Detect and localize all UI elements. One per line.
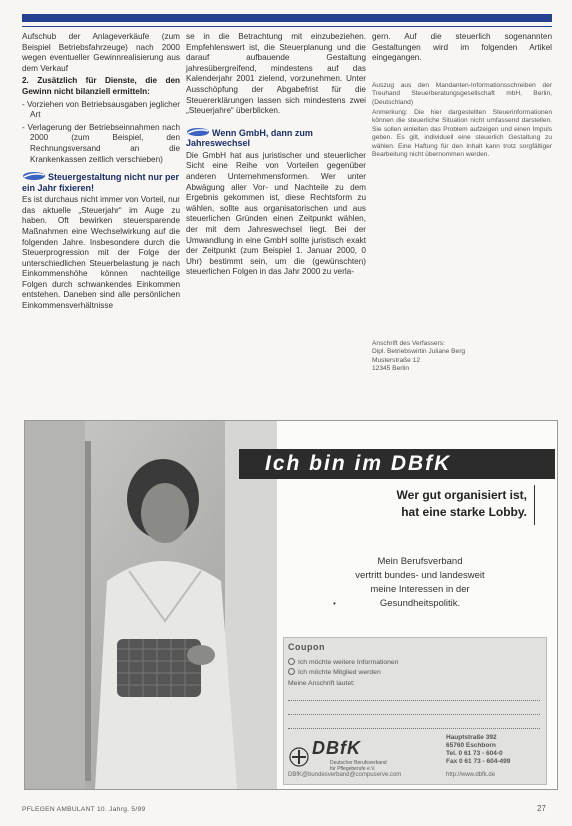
mission-line: meine Interessen in der [370, 584, 470, 595]
address-line-1[interactable] [288, 700, 540, 701]
swoosh-icon [186, 127, 210, 137]
option-more-info[interactable] [288, 658, 399, 666]
mission-line: Gesundheitspolitik. [379, 598, 461, 609]
column-1 [22, 32, 180, 314]
address-label: Meine Anschrift lautet: [288, 680, 355, 687]
ad-claim [397, 487, 527, 521]
section-heading-text: Wenn GmbH, dann zum [212, 127, 313, 138]
claim-bar [534, 485, 535, 525]
section-heading [22, 171, 180, 193]
address-line-3[interactable] [288, 728, 540, 729]
swoosh-icon [22, 171, 46, 181]
contact-line: Tel. 0 61 73 - 604-0 [446, 750, 503, 757]
paragraph: Aufschub der Anlageverkäufe (zum Beispiel Betriebsfahrzeuge) nach 2000 wegen eventueller Gewinnrealisierung aus dem Verkauf [22, 32, 180, 73]
numbered-heading: 2. Zusätzlich für Dienste, die den Gewinn nicht bilanziell ermitteln: [22, 76, 180, 96]
ad-headline: Ich bin im DBfK [239, 449, 555, 479]
address-line: 12345 Berlin [372, 365, 410, 373]
website-link[interactable]: http://www.dbfk.de [446, 772, 496, 778]
contact-line: 65760 Eschborn [446, 742, 496, 749]
contact-line: Hauptstraße 392 [446, 734, 497, 741]
option-label: Ich möchte Mitglied werden [298, 669, 381, 676]
claim-line: hat eine starke Lobby. [401, 505, 527, 519]
column-3 [372, 32, 552, 161]
dbfk-advertisement [24, 420, 558, 790]
contact-block [446, 734, 510, 766]
dash-item: - Vorziehen von Betriebsausgaben jeglicher Art [22, 99, 180, 120]
page-number: 27 [537, 804, 546, 813]
logo-subtitle [330, 760, 387, 772]
column-2 [186, 32, 366, 280]
claim-line: Wer gut organisiert ist, [396, 488, 527, 502]
mission-line: Mein Berufsverband [377, 556, 463, 567]
logo-subtitle-line: Deutscher Berufsverband [330, 760, 387, 766]
radio-icon[interactable] [288, 668, 295, 675]
email-link[interactable]: DBfK@bundesverband@compuserve.com [288, 772, 402, 778]
option-label: Ich möchte weitere Informationen [298, 659, 399, 666]
paragraph: Die GmbH hat aus juristischer und steuerlicher Sicht eine Reihe von Vorteilen gegenüber anderen Unternehmensformen. Wer unter Abwägung aller Vor- und Nachteile zu dem Ergebnis gekommen ist, diese Rechtsform zu wählen, sollte aus organisatorischen und aus steuerlichen Gründen einen Zeitpunkt wählen, der mit dem Jahreswechsel liegt. Bei der Umwandlung in eine GmbH sollte juristisch exakt der Zeitpunkt (zum Beispiel 1. Januar 2000, 0 Uhr) bestimmt sein, um die (gewünschten) steuerlichen Folgen in das Jahr 2000 zu verla- [186, 150, 366, 277]
dash-item: - Verlagerung der Betriebseinnahmen nach 2000 (zum Beispiel, den Rechnungsversand an die Krankenkassen zeitlich verschieben) [22, 122, 180, 164]
paragraph: se in die Betrachtung mit einzubeziehen. Empfehlenswert ist, die Steuerplanung und die darauf aufbauende Gestaltung jahresübergreifend, mindestens auf das Kalenderjahr 2001 zielend, vorzunehmen. Unter Ausschöpfung der Abgabefrist für die Steuererklärungen lassen sich mindestens zwei „Steuerjahre“ überblicken. [186, 32, 366, 116]
logo-subtitle-line: für Pflegeberufe e.V. [330, 766, 376, 772]
paragraph: Es ist durchaus nicht immer von Vorteil, nur das aktuelle „Steuerjahr“ im Auge zu haben. Oft bewirken steuersparende Maßnahmen eine Wechselwirkung auf die folgenden Jahre. Insbesondere durch die Steuerprogression mit der Folge der unterschiedlichen Steuerbelastung je nach Einkommenshöhe können nachteilige Folgen durch schwankendes Einkommen entstehen. Daneben sind alle persönlichen Einkommensverhältnisse [22, 195, 180, 311]
source-note: Auszug aus den Mandanten-Informationsschreiben der Treuhand Steuerberatungsgesellschaft mbH, Berlin, (Deutschland) [372, 81, 552, 106]
section-heading-text: Steuergestaltung nicht nur per ein Jahr fixieren! [22, 172, 180, 193]
ad-mission [325, 555, 515, 611]
option-become-member[interactable] [288, 668, 381, 676]
dbfk-logo-wordmark: DBfK [312, 738, 361, 758]
author-address [372, 340, 552, 374]
coupon-form [283, 637, 547, 785]
contact-line: Fax 0 61 73 - 604-499 [446, 758, 511, 765]
journal-footer: PFLEGEN AMBULANT 10. Jahrg. 5/99 [22, 806, 146, 813]
address-line: Dipl. Betriebswirtin Juliane Berg [372, 348, 466, 356]
mission-line: vertritt bundes- und landesweit [355, 570, 485, 581]
header-rule-thin [22, 26, 552, 27]
address-line-2[interactable] [288, 714, 540, 715]
paragraph: gern. Auf die steuerlich sogenannten Gestaltungen wird im folgenden Artikel eingegangen. [372, 32, 552, 63]
section-heading [186, 127, 366, 149]
address-line: Anschrift des Verfassers: [372, 340, 445, 347]
coupon-title: Coupon [288, 642, 325, 652]
disclaimer-note: Anmerkung: Die hier dargestellten Steuerinformationen können die steuerliche Situation nicht umfassend darstellen. Sie sollen einleiten das Problem aufzeigen und einen Impuls geben. Es gilt, individuell eine steuerlich Gestaltung zu wählen. Eine Haftung für den Inhalt kann trotz sorgfältiger Bearbeitung nicht übernommen werden. [372, 109, 552, 159]
radio-icon[interactable] [288, 658, 295, 665]
bullet-dot: • [333, 599, 336, 608]
section-heading-text: Jahreswechsel [186, 138, 251, 149]
address-line: Musterstraße 12 [372, 356, 421, 364]
header-rule [22, 14, 552, 22]
